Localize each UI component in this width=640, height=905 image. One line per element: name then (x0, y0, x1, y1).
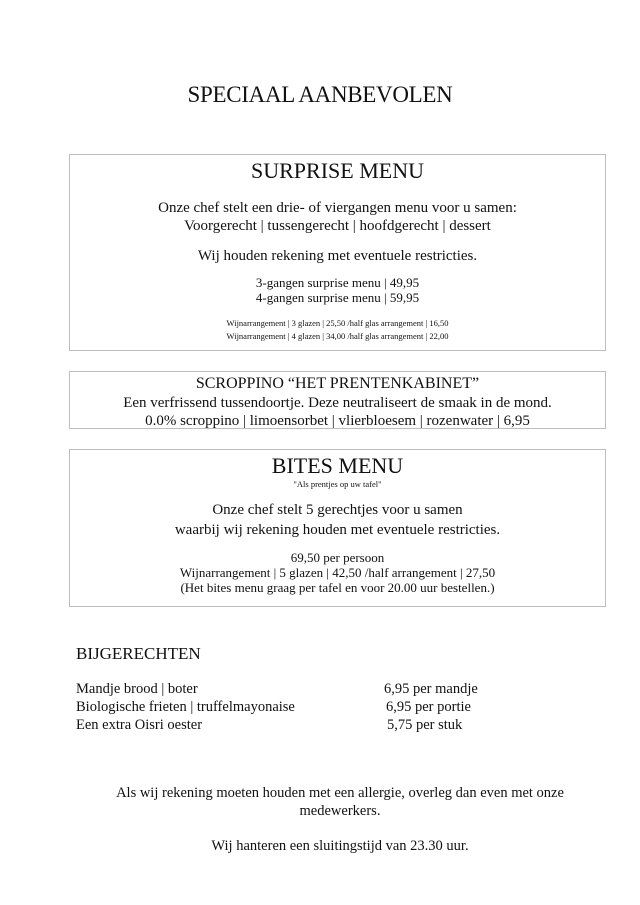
side-dish-name: Biologische frieten | truffelmayonaise (76, 699, 295, 715)
bites-menu-subtitle: "Als prentjes op uw tafel" (293, 479, 382, 489)
bites-note: (Het bites menu graag per tafel en voor 20.00 uur bestellen.) (180, 580, 495, 595)
allergy-note: Als wij rekening moeten houden met een allergie, overleg dan even met onze medewerkers. (116, 785, 564, 819)
side-dish-price: 5,75 per stuk (387, 717, 463, 733)
side-dish-price: 6,95 per mandje (384, 681, 478, 697)
page-title: SPECIAAL AANBEVOLEN (187, 82, 453, 107)
surprise-wine-4: Wijnarrangement | 4 glazen | 34,00 /half glas arrangement | 22,00 (226, 331, 449, 341)
bites-intro-line1: Onze chef stelt 5 gerechtjes voor u samen (212, 502, 463, 518)
scroppino-description: Een verfrissend tussendoortje. Deze neutraliseert de smaak in de mond. (123, 395, 552, 411)
side-dishes-list (76, 681, 596, 735)
side-dish-name: Een extra Oisri oester (76, 717, 203, 733)
surprise-menu-section (69, 154, 606, 351)
side-dishes-title: BIJGERECHTEN (76, 644, 201, 663)
side-dish-name: Mandje brood | boter (76, 681, 198, 697)
scroppino-title: SCROPPINO “HET PRENTENKABINET” (195, 375, 480, 392)
closing-time-note: Wij hanteren een sluitingstijd van 23.30 uur. (211, 838, 469, 854)
bites-menu-section (69, 449, 606, 607)
surprise-menu-title: SURPRISE MENU (251, 158, 424, 183)
bites-menu-title: BITES MENU (271, 453, 404, 478)
bites-intro-line2: waarbij wij rekening houden met eventuele restricties. (174, 522, 501, 538)
scroppino-section (69, 371, 606, 429)
side-dish-price: 6,95 per portie (386, 699, 471, 715)
surprise-wine-3: Wijnarrangement | 3 glazen | 25,50 /half glas arrangement | 16,50 (226, 318, 449, 328)
surprise-price-3: 3-gangen surprise menu | 49,95 (255, 275, 420, 290)
side-dish-item (76, 699, 596, 717)
surprise-price-4: 4-gangen surprise menu | 59,95 (255, 290, 420, 305)
side-dish-item (76, 717, 596, 735)
surprise-intro-line2: Voorgerecht | tussengerecht | hoofdgerecht | dessert (184, 218, 491, 234)
side-dish-item (76, 681, 596, 699)
bites-wine: Wijnarrangement | 5 glazen | 42,50 /half arrangement | 27,50 (179, 565, 496, 580)
surprise-intro-line1: Onze chef stelt een drie- of viergangen menu voor u samen: (158, 200, 517, 216)
bites-price: 69,50 per persoon (290, 550, 385, 565)
scroppino-ingredients-price: 0.0% scroppino | limoensorbet | vlierbloesem | rozenwater | 6,95 (145, 413, 530, 429)
surprise-restrictions: Wij houden rekening met eventuele restricties. (197, 248, 478, 264)
